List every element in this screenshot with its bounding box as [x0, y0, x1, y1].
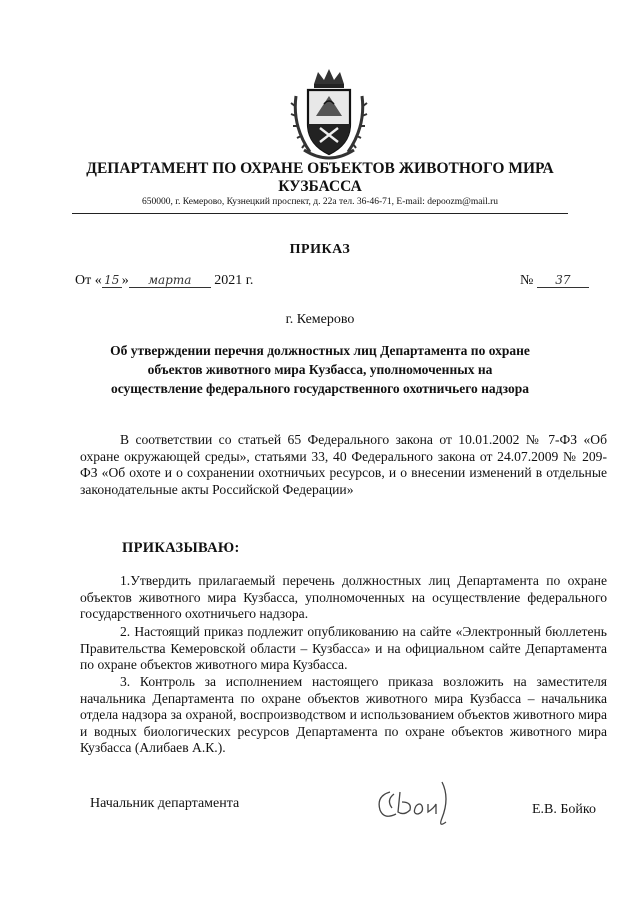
order-item: 1.Утвердить прилагаемый перечень должностных лиц Департамента по охране объектов животного мира Кузбасса, уполномоченных на осуществление федерального государственного охотничьего надзора.	[80, 573, 607, 622]
order-city: г. Кемерово	[285, 312, 355, 327]
order-item: 2. Настоящий приказ подлежит опубликованию на сайте «Электронный бюллетень Правительства Кемеровской области – Кузбасса» и на официальном сайте Департамента по охране объектов животного мира Кузбасса.	[80, 624, 607, 673]
number-sign: №	[520, 273, 534, 288]
signatory-name: Е.В. Бойко	[532, 802, 597, 817]
number-value: 37	[537, 273, 589, 288]
order-date	[75, 273, 253, 289]
order-number	[520, 273, 589, 289]
date-prefix: От «	[75, 273, 102, 288]
date-quote-close: »	[121, 273, 129, 288]
order-item: 3. Контроль за исполнением настоящего приказа возложить на заместителя начальника Департамента по охране объектов животного мира Кузбасса – начальника отдела надзора за охраной, воспроизводством и использованием объектов животного мира и водных биологических ресурсов Департамента по охране объектов животного мира Кузбасса (Алибаев А.К.).	[80, 674, 607, 756]
date-month: марта	[129, 273, 211, 288]
date-year: 2021 г.	[214, 273, 254, 288]
handwritten-signature-icon	[372, 778, 464, 830]
signatory-position: Начальник департамента	[90, 796, 240, 811]
department-name: ДЕПАРТАМЕНТ ПО ОХРАНЕ ОБЪЕКТОВ ЖИВОТНОГО МИРА КУЗБАССА	[86, 160, 554, 195]
preamble-paragraph: В соответствии со статьей 65 Федерального закона от 10.01.2002 № 7-ФЗ «Об охране окружающей среды», статьями 33, 40 Федерального закона от 24.07.2009 № 209-ФЗ «Об охоте и о сохранении охотничьих ресурсов, и о внесении изменений в отдельные законодательные акты Российской Федерации»	[80, 432, 607, 497]
date-day: 15	[102, 273, 122, 288]
command-heading: ПРИКАЗЫВАЮ:	[122, 540, 240, 556]
department-address: 650000, г. Кемерово, Кузнецкий проспект, д. 22а тел. 36-46-71, E-mail: depoozm@mail.ru	[141, 197, 499, 207]
order-title: ПРИКАЗ	[289, 242, 351, 257]
header-divider	[72, 213, 568, 214]
coat-of-arms-icon	[290, 66, 368, 162]
order-subject: Об утверждении перечня должностных лиц Департамента по охране объектов животного мира Кузбасса, уполномоченных на осуществление федерального государственного охотничьего надзора	[110, 343, 530, 396]
